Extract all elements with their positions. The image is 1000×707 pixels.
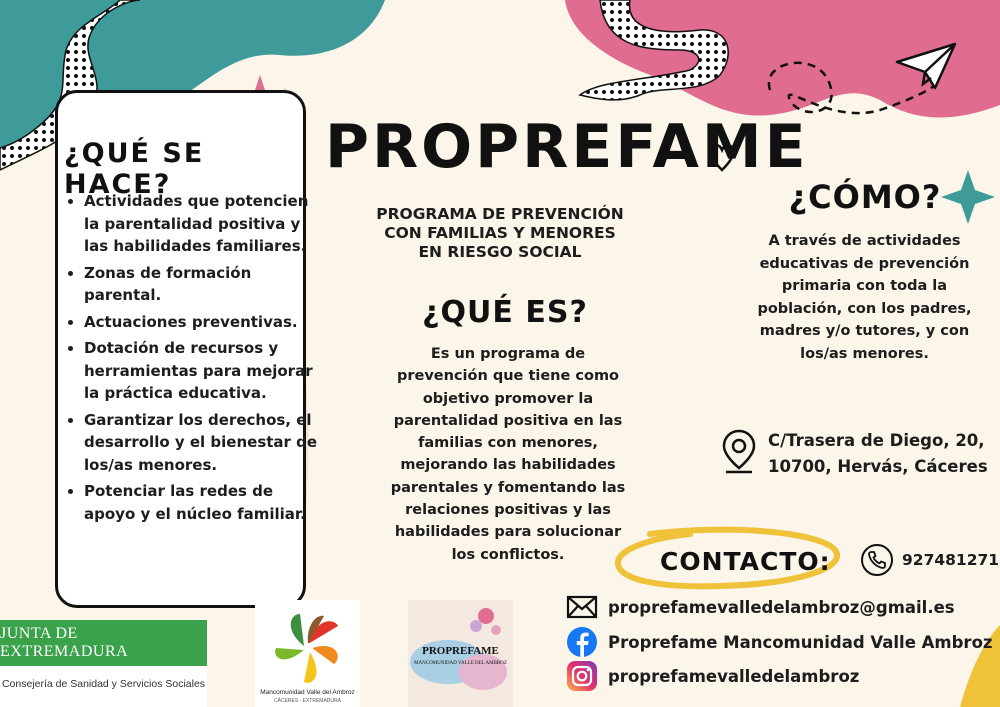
list-item: • Dotación de recursos y herramientas para mejorar la práctica educativa.: [84, 337, 319, 405]
mancomunidad-logo: [255, 600, 360, 707]
mancomunidad-name: Mancomunidad Valle del Ambroz: [260, 689, 355, 696]
address-line: 10700, Hervás, Cáceres: [768, 457, 988, 476]
proprefame-logo: [408, 600, 513, 707]
address: [768, 428, 998, 480]
facebook-text[interactable]: Proprefame Mancomunidad Valle Ambroz: [608, 632, 993, 652]
how-text: A través de actividades educativas de prevención primaria con toda la población, con los padres, madres y/o tutores, y con los/as menores.: [757, 233, 972, 362]
junta-logo-banner: [0, 620, 207, 666]
paper-plane-icon: [895, 42, 957, 92]
junta-dept: Consejería de Sanidad y Servicios Sociales: [1, 678, 206, 690]
how-heading: ¿CÓMO?: [788, 178, 942, 216]
facebook-row[interactable]: [566, 626, 993, 658]
phone-icon: [860, 543, 894, 577]
contact-label: CONTACTO:: [660, 547, 831, 576]
address-line: C/Trasera de Diego, 20,: [768, 431, 985, 450]
left-heading: ¿QUÉ SE HACE?: [64, 138, 205, 200]
list-item: • Potenciar las redes de apoyo y el núcleo familiar.: [84, 480, 319, 525]
proprefame-logo-title: PROPREFAME: [422, 645, 499, 657]
email-row[interactable]: [566, 595, 955, 619]
facebook-icon: [566, 626, 598, 658]
list-item: • Actividades que potencien la parentalidad positiva y las habilidades familiares.: [84, 190, 319, 258]
what-text: Es un programa de prevención que tiene como objetivo promover la parentalidad positiva en las familias con menores, mejorando las habilidades parentales y fomentando las relaciones positivas y las habilidades para solucionar los conflictos.: [390, 346, 626, 563]
proprefame-logo-sub: MANCOMUNIDAD VALLE DEL AMBROZ: [414, 661, 507, 666]
what-heading: ¿QUÉ ES?: [422, 295, 588, 330]
mancomunidad-emblem: [268, 608, 348, 688]
junta-logo: [0, 620, 207, 707]
list-item: • Actuaciones preventivas.: [84, 311, 319, 334]
subtitle-line: CON FAMILIAS Y MENORES: [384, 224, 616, 242]
phone-number[interactable]: 927481271: [902, 551, 1000, 569]
email-text[interactable]: proprefamevalledelambroz@gmail.es: [608, 597, 955, 617]
list-item: • Garantizar los derechos, el desarrollo y el bienestar de los/as menores.: [84, 409, 319, 477]
subtitle-line: EN RIESGO SOCIAL: [418, 243, 582, 261]
location-pin-icon: [720, 428, 758, 476]
junta-name: JUNTA DE EXTREMADURA: [0, 625, 129, 660]
subtitle-line: PROGRAMA DE PREVENCIÓN: [376, 205, 624, 223]
instagram-row[interactable]: [566, 660, 859, 692]
list-item: • Zonas de formación parental.: [84, 262, 319, 307]
instagram-icon: [566, 660, 598, 692]
main-title: PROPREFAME: [325, 112, 809, 182]
envelope-icon: [566, 595, 598, 619]
subtitle: [345, 205, 655, 262]
instagram-text[interactable]: proprefamevalledelambroz: [608, 666, 860, 686]
mancomunidad-sub: CÁCERES · EXTREMADURA: [274, 698, 341, 704]
activities-list: [62, 190, 319, 529]
